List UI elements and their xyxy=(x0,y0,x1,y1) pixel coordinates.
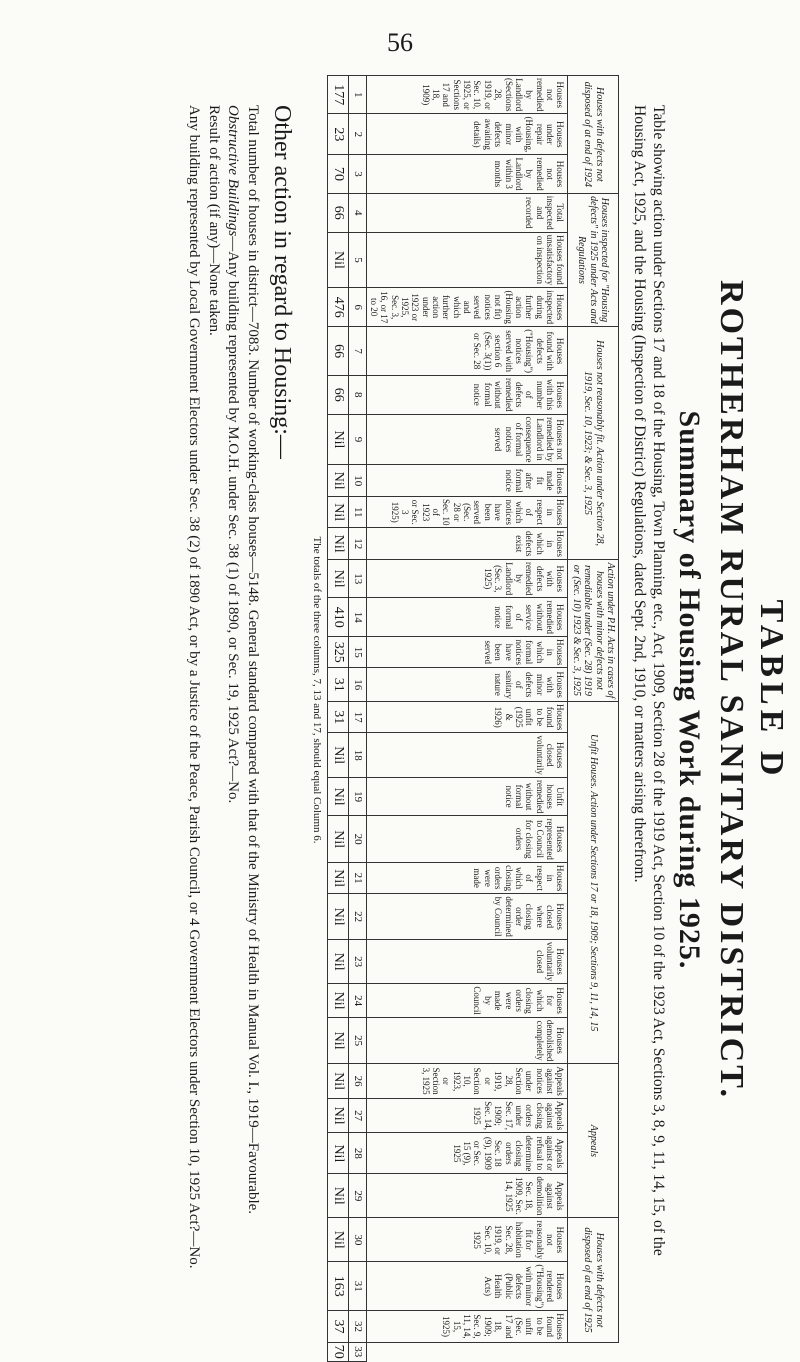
column-number: 4 xyxy=(349,193,367,232)
column-header: Houses in which defects exist xyxy=(366,528,568,560)
column-header: Appeals against demolition Sec. 18, 1909, Sec. 14, 1925 xyxy=(366,1174,568,1218)
table-cell: Nil xyxy=(327,816,348,862)
table-cell: 410 xyxy=(327,598,348,636)
values-row xyxy=(327,76,348,1362)
column-number: 9 xyxy=(349,414,367,465)
group-header: Action under P.H. Acts in cases of houses with minor defects not remediable under (Sec. 28) 1919 or (Sec. 10) 1923 & Sec. 3, 1925 xyxy=(568,559,619,701)
table-cell: Nil xyxy=(327,733,348,778)
table-footnote: The totals of the three columns, 7, 13 and 17, should equal Column 6. xyxy=(310,536,323,844)
column-number: 22 xyxy=(349,894,367,939)
column-header: Houses not remedied by Landlord (Sections 28, 1919, or Sec. 10, 1925, or Sections 17 and 18, 1909) xyxy=(366,76,568,114)
table-cell: 70 xyxy=(327,155,348,193)
column-header: Houses in respect of which closing orders were made xyxy=(366,862,568,894)
column-number: 24 xyxy=(349,984,367,1018)
obstructive-buildings-question: —Any building represented by M.O.H. under Sec. 38 (1) of 1890, or Sec. 19, 1925 Act?—No. xyxy=(225,236,242,804)
column-header: Appeals against notices under Section 28, 1919, or Section 10, 1923, or Section 3, 1925 xyxy=(366,1064,568,1099)
table-cell: Nil xyxy=(327,414,348,465)
column-number: 31 xyxy=(349,1262,367,1311)
column-number: 1 xyxy=(349,76,367,114)
column-number: 23 xyxy=(349,939,367,984)
column-number: 26 xyxy=(349,1064,367,1099)
column-number: 25 xyxy=(349,1017,367,1064)
total-houses-text: Total number of houses in district—7083. Number of working-class houses—5148. General standard compared with that of the Ministry of Health in Manual Vol. I., 1919—Favourable. xyxy=(244,105,261,1215)
group-header-row xyxy=(568,76,619,1362)
other-action-heading: Other action in regard to Housing:— xyxy=(268,105,295,459)
column-number: 17 xyxy=(349,701,367,733)
table-cell: Nil xyxy=(327,862,348,894)
column-number: 2 xyxy=(349,114,367,155)
other-action-section xyxy=(184,105,297,1275)
obstructive-buildings-label: Obstructive Buildings xyxy=(225,105,242,237)
table-cell: 66 xyxy=(327,193,348,232)
table-cell: Nil xyxy=(327,1098,348,1133)
table-cell: Nil xyxy=(327,1064,348,1099)
column-header: Houses found unsatisfactory on inspection xyxy=(366,232,568,287)
obstructive-buildings-text xyxy=(223,105,243,1275)
any-building-text: Any building represented by Local Government Electors under Sec. 38 (2) of 1890 Act, or by a Justice of the Peace, Parish Council, or 4 Government Electors under Section 10, 1925 Act?—No. xyxy=(186,105,203,1269)
column-number: 6 xyxy=(349,288,367,327)
table-cell: Nil xyxy=(327,777,348,815)
column-header: Unfit houses remedied without formal notice xyxy=(366,777,568,815)
column-number: 18 xyxy=(349,733,367,778)
table-cell: Nil xyxy=(327,1133,348,1174)
column-header: Appeals against or refusal to determine closing orders Sec. 18 (9), 1909 or Sec. 15 (9), 1925 xyxy=(366,1133,568,1174)
column-header: Houses found to be unfit (Sec. 17 and 18, 1909; Sec. 9, 11, 14, 15, 1925) xyxy=(366,1311,568,1343)
table-cell: Nil xyxy=(327,559,348,597)
rotated-page-content xyxy=(10,75,790,1359)
column-header: Houses with minor defects of sanitary nature xyxy=(366,668,568,701)
table-cell: Nil xyxy=(327,1218,348,1262)
result-text: Result of action (if any)—None taken. xyxy=(205,105,222,336)
column-header: Houses represented to Council for closing orders xyxy=(366,816,568,862)
column-number: 16 xyxy=(349,668,367,701)
column-number: 30 xyxy=(349,1218,367,1262)
column-number-row xyxy=(349,76,367,1362)
column-number: 5 xyxy=(349,232,367,287)
column-number: 21 xyxy=(349,862,367,894)
table-cell: Nil xyxy=(327,984,348,1018)
group-header: Houses not reasonably fit. Action under Section 28, 1919, Sec. 10, 1923; & Sec. 3, 1925 xyxy=(568,327,619,560)
title-block xyxy=(672,75,790,1305)
table-cell: 66 xyxy=(327,376,348,414)
column-header: Houses remedied without service of formal notice xyxy=(366,598,568,636)
column-header: Houses under repair (Housing, with minor defects awaiting details) xyxy=(366,114,568,155)
group-header: Houses with defects not disposed of at end of 1925 xyxy=(568,1218,619,1342)
district-title: ROTHERHAM RURAL SANITARY DISTRICT. xyxy=(713,280,750,1100)
table-cell: 177 xyxy=(327,76,348,114)
column-header: Houses inspected during further action (Housing not fit) notices served and which further action under 1923 or 1925, Sec. 3, 16, or 17 to 20 xyxy=(366,288,568,327)
column-number: 3 xyxy=(349,155,367,193)
column-number: 11 xyxy=(349,496,367,528)
table-cell: Nil xyxy=(327,496,348,528)
column-header: Appeals against closing orders under Sec. 17, 1909; Sec. 14, 1925 xyxy=(366,1098,568,1133)
column-header: Houses for which closing orders were made by Council xyxy=(366,984,568,1018)
column-number: 8 xyxy=(349,376,367,414)
group-header: Unfit Houses. Action under Sections 17 or 18, 1909; Sections 9, 11, 14, 15 xyxy=(568,701,619,1063)
table-label: TABLE D xyxy=(753,599,790,781)
column-header: Houses found to be unfit (1925 & 1926) xyxy=(366,701,568,733)
column-number: 28 xyxy=(349,1133,367,1174)
table-cell: Nil xyxy=(327,939,348,984)
table-cell: 23 xyxy=(327,114,348,155)
table-cell: Nil xyxy=(327,232,348,287)
table-cell: Nil xyxy=(327,465,348,497)
table-cell: 163 xyxy=(327,1262,348,1311)
column-number: 12 xyxy=(349,528,367,560)
table-cell: Nil xyxy=(327,528,348,560)
column-header: Houses made fit after formal notice xyxy=(366,465,568,497)
column-number: 29 xyxy=(349,1174,367,1218)
table-cell: Nil xyxy=(327,894,348,939)
group-header: Houses with defects not disposed of at end of 1924 xyxy=(568,76,619,194)
column-header: Houses in which formal notices have been served xyxy=(366,636,568,668)
column-number: 19 xyxy=(349,777,367,815)
summary-title: Summary of Housing Work during 1925. xyxy=(673,410,706,970)
column-header: Houses voluntarily closed xyxy=(366,939,568,984)
column-header: Houses not remedied by Landlord in consequence of formal notices served xyxy=(366,414,568,465)
column-header: Houses not reasonably fit for habitation Sec. 28, 1919, or Sec. 10, 1925 xyxy=(366,1218,568,1262)
page-number: 56 xyxy=(387,28,413,57)
column-number: 32 xyxy=(349,1311,367,1343)
column-header: Houses with this number of defects remedied without formal notice xyxy=(366,376,568,414)
column-header: Houses closed where closing order determined by Council xyxy=(366,894,568,939)
column-number: 13 xyxy=(349,559,367,597)
table-cell: 70 xyxy=(327,1342,348,1361)
column-header: Houses in respect of which notices have been served (Sec. 28 or Sec. 10 of 1923 or Sec. 3 1925) xyxy=(366,496,568,528)
table-cell: Nil xyxy=(327,1017,348,1064)
column-header: Houses not remedied by Landlord within 3 months xyxy=(366,155,568,193)
column-header: Houses with defects remedied by Landlord (Sec. 3, 1925) xyxy=(366,559,568,597)
column-number: 7 xyxy=(349,327,367,376)
table-cell: 31 xyxy=(327,701,348,733)
column-header: Total inspected and recorded xyxy=(366,193,568,232)
table-cell: 31 xyxy=(327,668,348,701)
column-number: 33 xyxy=(349,1342,367,1361)
housing-summary-table xyxy=(327,75,619,1362)
table-cell: 325 xyxy=(327,636,348,668)
table-cell: Nil xyxy=(327,1174,348,1218)
table-cell: 66 xyxy=(327,327,348,376)
table-cell: 476 xyxy=(327,288,348,327)
column-number: 15 xyxy=(349,636,367,668)
group-header: Houses inspected for "Housing defects" in 1925 under Acts and Regulations xyxy=(568,193,619,326)
column-header-row xyxy=(366,76,568,1362)
intro-text: Table showing action under Sections 17 and 18 of the Housing, Town Planning, etc., Act, 1909, Section 28 of the 1919 Act, Section 10 of the 1923 Act, Sections 3, 8, 9, 11, 14, 15, of the Housing Act, 1925, and the Housing (Inspection of District) Regulations, dated Sept. 2nd, 1910, or matters arising therefrom. xyxy=(630,105,667,1256)
column-header: Houses demolished completely xyxy=(366,1017,568,1064)
group-header: Appeals xyxy=(568,1064,619,1218)
column-number: 27 xyxy=(349,1098,367,1133)
column-number: 20 xyxy=(349,816,367,862)
column-number: 10 xyxy=(349,465,367,497)
table-cell: 37 xyxy=(327,1311,348,1343)
column-number: 14 xyxy=(349,598,367,636)
column-header: Houses found with defects ("Housing") notices served with section 6 (Sec. 3(1)) or Sec. 28 xyxy=(366,327,568,376)
column-header: Houses closed voluntarily xyxy=(366,733,568,778)
column-header: Houses rendered ("Housing") with minor defects (Public Health Acts) xyxy=(366,1262,568,1311)
